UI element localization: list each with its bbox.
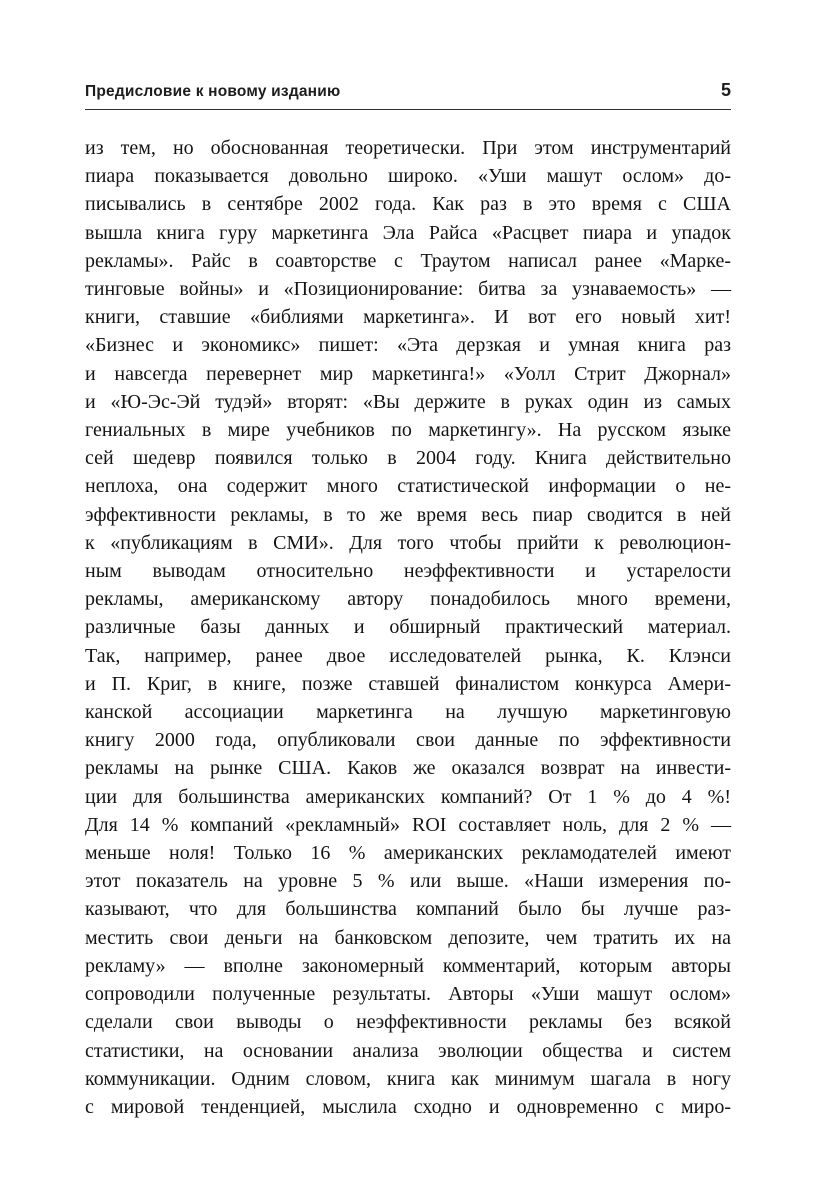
text-line: Так, например, ранее двое исследователей рынка, К. Клэнси	[85, 644, 731, 667]
chapter-header-title: Предисловие к новому изданию	[85, 83, 341, 100]
text-line: тинговые войны» и «Позиционирование: битва за узнаваемость» —	[85, 278, 731, 301]
text-line: сделали свои выводы о неэффективности рекламы без всякой	[85, 1011, 731, 1034]
text-line: рекламу» — вполне закономерный комментарий, которым авторы	[85, 954, 731, 977]
text-line: книги, ставшие «библиями маркетинга». И вот его новый хит!	[85, 306, 731, 329]
text-line: к «публикациям в СМИ». Для того чтобы прийти к революцион-	[85, 531, 731, 554]
text-line: сей шедевр появился только в 2004 году. Книга действительно	[85, 447, 731, 470]
text-line: с мировой тенденцией, мыслила сходно и одновременно с миро-	[85, 1095, 731, 1118]
text-line: ным выводам относительно неэффективности и устарелости	[85, 560, 731, 583]
text-line: вышла книга гуру маркетинга Эла Райса «Расцвет пиара и упадок	[85, 221, 731, 244]
text-line: сопроводили полученные результаты. Авторы «Уши машут ослом»	[85, 983, 731, 1006]
body-text	[85, 134, 731, 1121]
text-line: этот показатель на уровне 5 % или выше. «Наши измерения по-	[85, 870, 731, 893]
text-line: коммуникации. Одним словом, книга как минимум шагала в ногу	[85, 1067, 731, 1090]
text-line: и навсегда перевернет мир маркетинга!» «Уолл Стрит Джорнал»	[85, 362, 731, 385]
text-line: различные базы данных и обширный практический материал.	[85, 616, 731, 639]
text-line: пиара показывается довольно широко. «Уши машут ослом» до-	[85, 165, 731, 188]
text-line: рекламы, американскому автору понадобилось много времени,	[85, 588, 731, 611]
running-header	[85, 80, 731, 101]
text-line: канской ассоциации маркетинга на лучшую маркетинговую	[85, 701, 731, 724]
text-line: рекламы». Райс в соавторстве с Траутом написал ранее «Марке-	[85, 249, 731, 272]
page-number: 5	[720, 80, 731, 100]
text-line: казывают, что для большинства компаний было бы лучше раз-	[85, 898, 731, 921]
text-line: местить свои деньги на банковском депозите, чем тратить их на	[85, 926, 731, 949]
text-line: статистики, на основании анализа эволюции общества и систем	[85, 1039, 731, 1062]
text-line: ции для большинства американских компаний? От 1 % до 4 %!	[85, 785, 731, 808]
text-line: писывались в сентябре 2002 года. Как раз в это время с США	[85, 193, 731, 216]
text-line: Для 14 % компаний «рекламный» ROI составляет ноль, для 2 % —	[85, 813, 731, 836]
text-line: книгу 2000 года, опубликовали свои данные по эффективности	[85, 729, 731, 752]
text-line: меньше ноля! Только 16 % американских рекламодателей имеют	[85, 842, 731, 865]
text-line: рекламы на рынке США. Каков же оказался возврат на инвести-	[85, 757, 731, 780]
text-line: и П. Криг, в книге, позже ставшей финалистом конкурса Амери-	[85, 672, 731, 695]
text-line: из тем, но обоснованная теоретически. При этом инструментарий	[85, 137, 731, 159]
text-line: эффективности рекламы, в то же время весь пиар сводится в ней	[85, 503, 731, 526]
text-line: «Бизнес и экономикс» пишет: «Эта дерзкая и умная книга раз	[85, 334, 731, 357]
text-line: и «Ю-Эс-Эй тудэй» вторят: «Вы держите в руках один из самых	[85, 390, 731, 413]
header-divider	[85, 109, 731, 110]
text-line: гениальных в мире учебников по маркетингу». На русском языке	[85, 419, 731, 442]
text-line: неплоха, она содержит много статистической информации о не-	[85, 475, 731, 498]
